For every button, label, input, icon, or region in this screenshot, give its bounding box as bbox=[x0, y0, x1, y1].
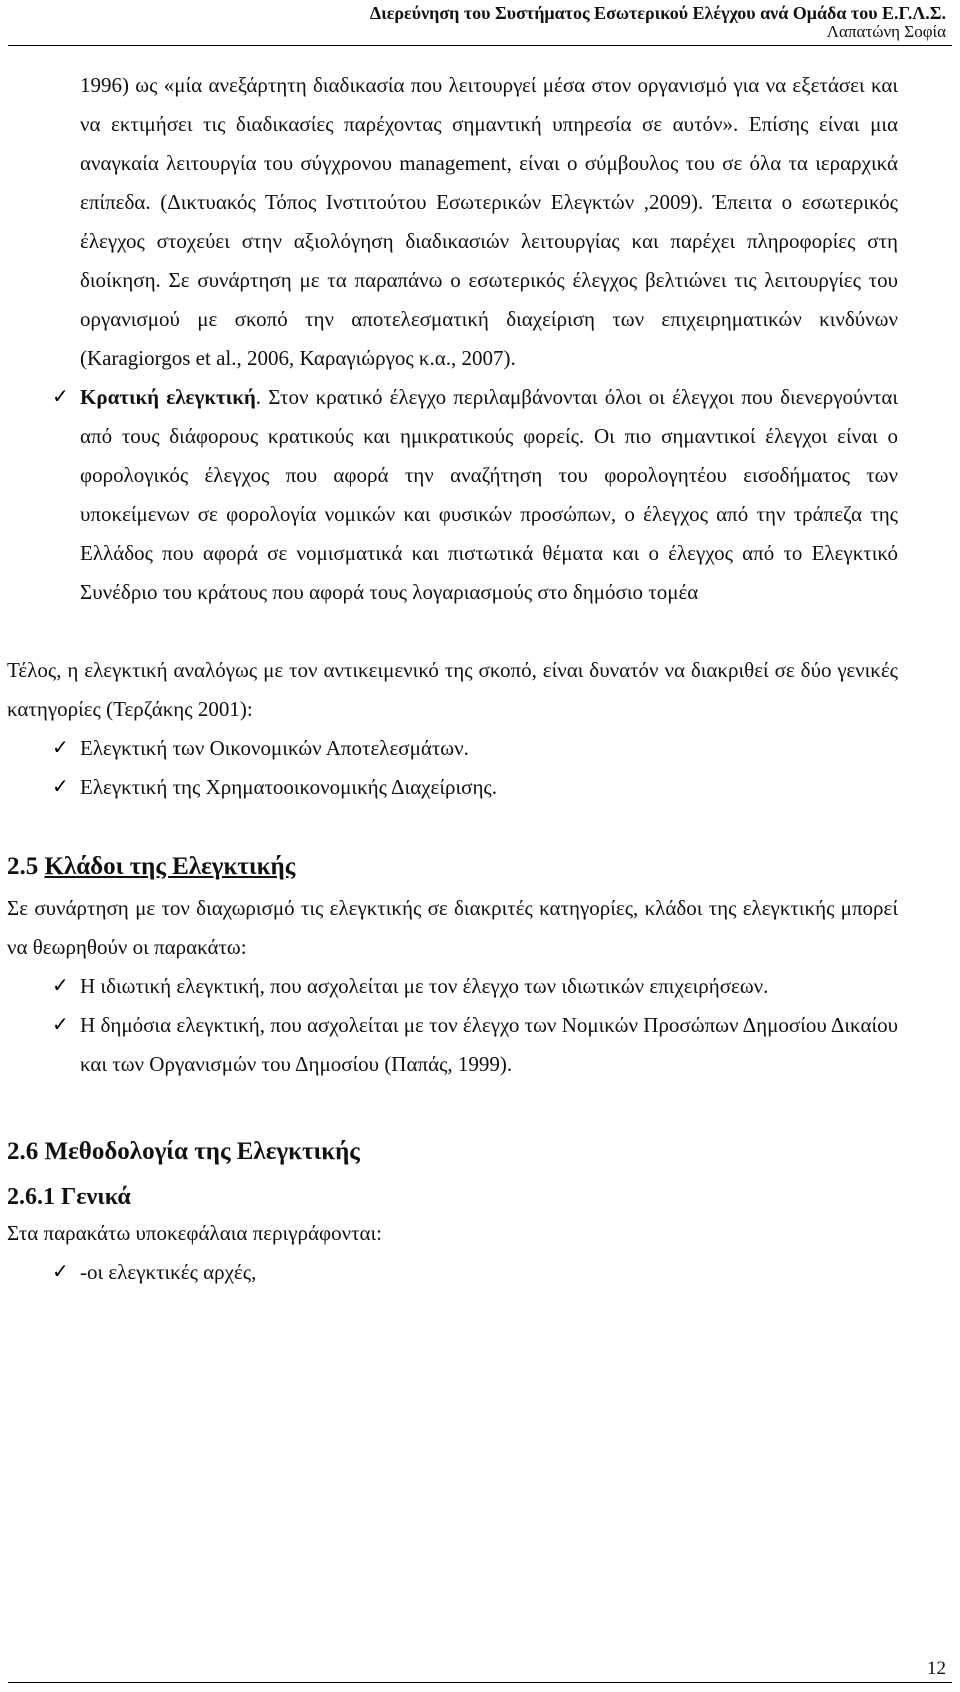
checkmark-icon: ✓ bbox=[52, 776, 69, 798]
intro-paragraph-block bbox=[0, 66, 960, 378]
checkmark-icon: ✓ bbox=[52, 975, 69, 997]
footer-divider bbox=[8, 1682, 952, 1683]
section-2-6-1-heading: 2.6.1 Γενικά bbox=[7, 1184, 131, 1210]
branch-list-item-text: Η δημόσια ελεγκτική, που ασχολείται με τον έλεγχο των Νομικών Προσώπων Δημοσίου Δικαίου και των Οργανισμών του Δημοσίου (Παπάς, 1999). bbox=[80, 1013, 898, 1076]
principles-list-item bbox=[0, 1253, 960, 1292]
page-header bbox=[0, 0, 960, 48]
section-2-5-heading bbox=[0, 849, 960, 885]
principles-list-item-text: -οι ελεγκτικές αρχές, bbox=[80, 1260, 257, 1284]
checkmark-icon: ✓ bbox=[52, 1014, 69, 1036]
branch-list-item bbox=[0, 967, 960, 1006]
header-divider bbox=[8, 45, 952, 46]
state-audit-item bbox=[0, 378, 960, 612]
category-list-item-text: Ελεγκτική της Χρηματοοικονομικής Διαχείρισης. bbox=[80, 775, 497, 799]
header-author: Λαπατώνη Σοφία bbox=[826, 22, 946, 41]
branch-list-item bbox=[0, 1006, 960, 1084]
header-title: Διερεύνηση του Συστήματος Εσωτερικού Ελέγχου ανά Ομάδα του Ε.Γ.Λ.Σ. bbox=[369, 3, 946, 23]
section-2-6-heading: 2.6 Μεθοδολογία της Ελεγκτικής bbox=[7, 1138, 360, 1165]
checkmark-icon: ✓ bbox=[52, 1261, 69, 1283]
section-2-6-1-paragraph-block bbox=[0, 1214, 960, 1253]
section-2-6-heading-block bbox=[0, 1134, 960, 1170]
section-2-6-1-paragraph: Στα παρακάτω υποκεφάλαια περιγράφονται: bbox=[7, 1221, 382, 1245]
categories-paragraph-block bbox=[0, 651, 960, 729]
branch-list-item-text: Η ιδιωτική ελεγκτική, που ασχολείται με τον έλεγχο των ιδιωτικών επιχειρήσεων. bbox=[80, 974, 769, 998]
section-2-5-paragraph-block bbox=[0, 889, 960, 967]
categories-paragraph: Τέλος, η ελεγκτική αναλόγως με τον αντικειμενικό της σκοπό, είναι δυνατόν να διακριθεί σε δύο γενικές κατηγορίες (Τερζάκης 2001): bbox=[7, 658, 898, 721]
section-number: 2.5 bbox=[7, 853, 39, 880]
section-2-6-1-heading-block bbox=[0, 1180, 960, 1214]
intro-paragraph: 1996) ως «μία ανεξάρτητη διαδικασία που λειτουργεί μέσα στον οργανισμό για να εξετάσει και να εκτιμήσει τις διαδικασίες παρέχοντας σημαντική υπηρεσία σε αυτόν». Επίσης είναι μια αναγκαία λειτουργία του σύγχρονου management, είναι ο σύμβουλος του σε όλα τα ιεραρχικά επίπεδα. (Δικτυακός Τόπος Ινστιτούτου Εσωτερικών Ελεγκτών ,2009). Έπειτα ο εσωτερικός έλεγχος στοχεύει στην αξιολόγηση διαδικασιών λειτουργίας και παρέχει πληροφορίες στη διοίκηση. Σε συνάρτηση με τα παραπάνω ο εσωτερικός έλεγχος βελτιώνει τις λειτουργίες του οργανισμού με σκοπό την αποτελεσματική διαχείριση των επιχειρηματικών κινδύνων (Karagiorgos et al., 2006, Καραγιώργος κ.α., 2007). bbox=[80, 73, 898, 370]
category-list-item-text: Ελεγκτική των Οικονομικών Αποτελεσμάτων. bbox=[80, 736, 469, 760]
state-audit-text: . Στον κρατικό έλεγχο περιλαμβάνονται όλοι οι έλεγχοι που διενεργούνται από τους διάφορους κρατικούς και ημικρατικούς φορείς. Οι πιο σημαντικοί έλεγχοι είναι ο φορολογικός έλεγχος που αφορά την αναζήτηση του φορολογητέου εισοδήματος των υποκείμενων σε φορολογία νομικών και φυσικών προσώπων, ο έλεγχος από την τράπεζα της Ελλάδος που αφορά σε νομισματικά και πιστωτικά θέματα και ο έλεγχος από το Ελεγκτικό Συνέδριο του κράτους που αφορά τους λογαριασμούς στο δημόσιο τομέα bbox=[80, 385, 898, 604]
checkmark-icon: ✓ bbox=[52, 386, 69, 408]
category-list-item bbox=[0, 768, 960, 807]
checkmark-icon: ✓ bbox=[52, 737, 69, 759]
document-body bbox=[0, 66, 960, 1292]
category-list-item bbox=[0, 729, 960, 768]
page-number: 12 bbox=[927, 1658, 946, 1679]
state-audit-lead: Κρατική ελεγκτική bbox=[80, 385, 256, 409]
section-2-5-paragraph: Σε συνάρτηση με τον διαχωρισμό τις ελεγκτικής σε διακριτές κατηγορίες, κλάδοι της ελεγκτικής μπορεί να θεωρηθούν οι παρακάτω: bbox=[7, 896, 898, 959]
section-title: Κλάδοι της Ελεγκτικής bbox=[44, 853, 296, 880]
